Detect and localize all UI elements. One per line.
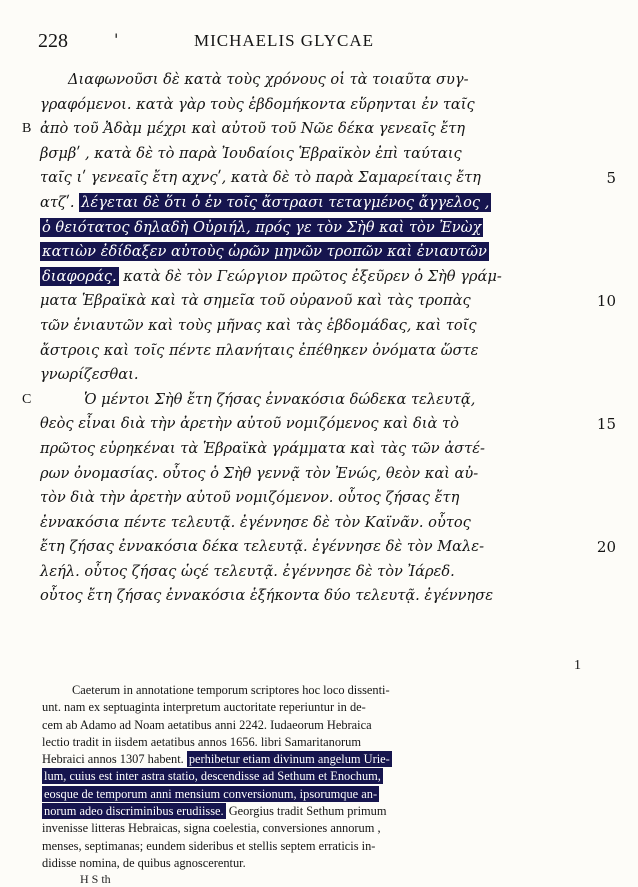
greek-line bbox=[40, 363, 610, 388]
latin-text: Georgius tradit Sethum primum bbox=[225, 804, 387, 819]
greek-text: ταῖς ιʹ γενεαῖς ἔτη αχνςʹ, κατὰ δὲ τὸ παρὰ Σαμαρείταις ἔτη bbox=[40, 169, 481, 187]
greek-text: θεὸς εἶναι διὰ τὴν ἀρετὴν αὐτοῦ νομιζόμενος καὶ διὰ τὸ bbox=[40, 415, 459, 433]
latin-footnote-block bbox=[42, 682, 608, 872]
greek-line bbox=[40, 339, 610, 364]
greek-line bbox=[40, 289, 616, 314]
greek-text: τὸν διὰ τὴν ἀρετὴν αὐτοῦ νομιζόμενον. οὗτος ζήσας ἔτη bbox=[40, 489, 460, 507]
greek-line-text bbox=[40, 363, 139, 388]
latin-text: Caeterum in annotatione temporum scriptores hoc loco dissenti- bbox=[72, 683, 390, 697]
greek-line bbox=[40, 68, 610, 93]
greek-line-text bbox=[68, 68, 469, 93]
greek-line-text bbox=[40, 462, 478, 487]
greek-line bbox=[40, 191, 610, 216]
line-number: 10 bbox=[596, 292, 616, 311]
latin-line bbox=[42, 682, 608, 699]
highlighted-passage: perhibetur etiam divinum angelum Urie- bbox=[188, 752, 390, 767]
greek-text: πρῶτος εὑρηκέναι τὰ Ἑβραϊκὰ γράμματα καὶ τὰς τῶν ἀστέ- bbox=[40, 439, 485, 457]
greek-line bbox=[22, 388, 610, 413]
greek-line-text bbox=[40, 142, 462, 167]
footnote-marker: 1 bbox=[574, 658, 581, 673]
greek-line-text bbox=[40, 412, 459, 437]
greek-line bbox=[40, 166, 616, 191]
greek-text: λεήλ. οὗτος ζήσας ὡςέ τελευτᾷ. ἐγέννησε δὲ τὸν Ἰάρεδ. bbox=[40, 562, 455, 580]
latin-text: menses, septimanas; eundem sideribus et stellis septem erraticis in- bbox=[42, 838, 376, 853]
latin-line bbox=[42, 786, 608, 803]
latin-line bbox=[42, 699, 608, 716]
highlighted-passage: norum adeo discriminibus erudiisse. bbox=[44, 804, 224, 819]
latin-line bbox=[42, 768, 608, 785]
greek-text: Διαφωνοῦσι δὲ κατὰ τοὺς χρόνους οἱ τὰ τοιαῦτα συγ- bbox=[68, 71, 469, 88]
highlighted-passage: ὁ θειότατος δηλαδὴ Οὐριήλ, πρός γε τὸν Σὴθ καὶ τὸν Ἐνὼχ bbox=[42, 218, 482, 236]
greek-text: ἐννακόσια πέντε τελευτᾷ. ἐγέννησε δὲ τὸν Καϊνᾶν. οὗτος bbox=[40, 513, 471, 531]
page-header bbox=[38, 30, 608, 54]
line-number: 5 bbox=[606, 169, 616, 188]
latin-line bbox=[42, 838, 608, 855]
running-title: MICHAELIS GLYCAE bbox=[194, 31, 375, 50]
latin-line bbox=[42, 803, 608, 820]
greek-line bbox=[40, 240, 610, 265]
latin-line bbox=[42, 855, 608, 872]
greek-line-text bbox=[40, 314, 477, 339]
greek-line-text bbox=[40, 240, 489, 265]
greek-line-text bbox=[40, 437, 485, 462]
latin-line bbox=[42, 820, 608, 837]
greek-line bbox=[40, 265, 610, 290]
greek-text: ρων ὀνομασίας. οὗτος ὁ Σὴθ γεννᾷ τὸν Ἐνώς, θεὸν καὶ αὐ- bbox=[40, 464, 479, 482]
greek-line-text bbox=[40, 166, 481, 191]
greek-line bbox=[40, 462, 610, 487]
greek-line-text bbox=[40, 560, 455, 585]
latin-text: unt. nam ex septuaginta interpretum auctoritate reperiuntur in de- bbox=[42, 700, 366, 715]
greek-line bbox=[40, 535, 616, 560]
highlighted-passage: κατιὼν ἐδίδαξεν αὐτοὺς ὡρῶν μηνῶν τροπῶν καὶ ἐνιαυτῶν bbox=[42, 243, 487, 261]
greek-line-text bbox=[84, 388, 475, 413]
cut-off-bottom-line: H S th bbox=[80, 872, 111, 886]
latin-line bbox=[42, 734, 608, 751]
greek-text: Ὁ μέντοι Σὴθ ἔτη ζήσας ἐννακόσια δώδεκα τελευτᾷ, bbox=[84, 390, 476, 408]
greek-text: ατζʹ. bbox=[40, 193, 80, 211]
greek-text: ἔτη ζήσας ἐννακόσια δέκα τελευτᾷ. ἐγέννησε δὲ τὸν Μαλε- bbox=[40, 538, 485, 556]
greek-line bbox=[40, 412, 616, 437]
greek-line bbox=[40, 437, 610, 462]
greek-line-text bbox=[40, 584, 493, 609]
page-number: 228 bbox=[38, 30, 68, 52]
latin-text: invenisse litteras Hebraicas, signa coelestia, conversiones annorum , bbox=[42, 821, 381, 836]
greek-text: γραφόμενοι. κατὰ γὰρ τοὺς ἑβδομήκοντα εὕρηνται ἐν ταῖς bbox=[40, 95, 475, 113]
greek-text: κατὰ δὲ τὸν Γεώργιον πρῶτος ἐξεῦρεν ὁ Σὴθ γράμ- bbox=[118, 267, 502, 285]
greek-line-text bbox=[40, 535, 484, 560]
latin-text: cem ab Adamo ad Noam aetatibus anni 2242. Iudaeorum Hebraica bbox=[42, 717, 372, 732]
highlighted-passage: lum, cuius est inter astra statio, descendisse ad Sethum et Enochum, bbox=[44, 769, 381, 784]
greek-text: ἀπὸ τοῦ Ἀδὰμ μέχρι καὶ αὐτοῦ τοῦ Νῶε δέκα γενεαῖς ἔτη bbox=[40, 120, 466, 138]
line-number: 20 bbox=[596, 538, 616, 557]
greek-line-text bbox=[40, 339, 478, 364]
highlighted-passage: eosque de temporum anni mensium conversionum, ipsorumque an- bbox=[44, 786, 378, 801]
greek-text: ἄστροις καὶ τοῖς πέντε πλανήταις ἐπέθηκεν ὀνόματα ὥστε bbox=[40, 341, 479, 359]
greek-line-text bbox=[40, 117, 465, 142]
greek-line bbox=[40, 511, 610, 536]
margin-letter: B bbox=[22, 121, 32, 137]
greek-line bbox=[40, 486, 610, 511]
line-number: 15 bbox=[596, 415, 616, 434]
greek-text-block bbox=[22, 68, 616, 609]
greek-line-text bbox=[40, 265, 502, 290]
header-tick-mark: ' bbox=[114, 30, 119, 49]
greek-text: ματα Ἑβραϊκὰ καὶ τὰ σημεῖα τοῦ οὐρανοῦ καὶ τὰς τροπὰς bbox=[40, 292, 471, 310]
greek-line bbox=[40, 584, 610, 609]
greek-text: τῶν ἐνιαυτῶν καὶ τοὺς μῆνας καὶ τὰς ἑβδομάδας, καὶ τοῖς bbox=[40, 316, 477, 334]
greek-line bbox=[40, 142, 610, 167]
latin-text: lectio tradit in iisdem aetatibus annos 1656. libri Samaritanorum bbox=[42, 734, 361, 749]
greek-line bbox=[40, 216, 610, 241]
latin-line bbox=[42, 751, 608, 768]
greek-line bbox=[22, 117, 610, 142]
greek-line bbox=[40, 560, 610, 585]
greek-line bbox=[40, 93, 610, 118]
highlighted-passage: λέγεται δὲ ὅτι ὁ ἐν τοῖς ἄστρασι τεταγμένος ἄγγελος , bbox=[81, 193, 490, 211]
greek-line-text bbox=[40, 486, 459, 511]
latin-line bbox=[42, 717, 608, 734]
latin-text: Hebraici annos 1307 habent. bbox=[42, 752, 187, 767]
greek-line-text bbox=[40, 289, 471, 314]
latin-text: didisse nomina, de quibus agnoscerentur. bbox=[42, 855, 246, 870]
greek-line-text bbox=[40, 93, 475, 118]
greek-line-text bbox=[40, 216, 483, 241]
greek-line-text bbox=[40, 511, 471, 536]
greek-text: γνωρίζεσθαι. bbox=[40, 366, 139, 384]
greek-line-text bbox=[40, 191, 491, 216]
margin-letter: C bbox=[22, 391, 32, 407]
greek-text: βσμβʹ , κατὰ δὲ τὸ παρὰ Ἰουδαίοις Ἑβραϊκὸν ἐπὶ ταύταις bbox=[40, 144, 462, 162]
greek-text: οὗτος ἔτη ζήσας ἐννακόσια ἑξήκοντα δύο τελευτᾷ. ἐγέννησε bbox=[40, 587, 494, 605]
greek-line bbox=[40, 314, 610, 339]
highlighted-passage: διαφοράς. bbox=[42, 267, 117, 285]
